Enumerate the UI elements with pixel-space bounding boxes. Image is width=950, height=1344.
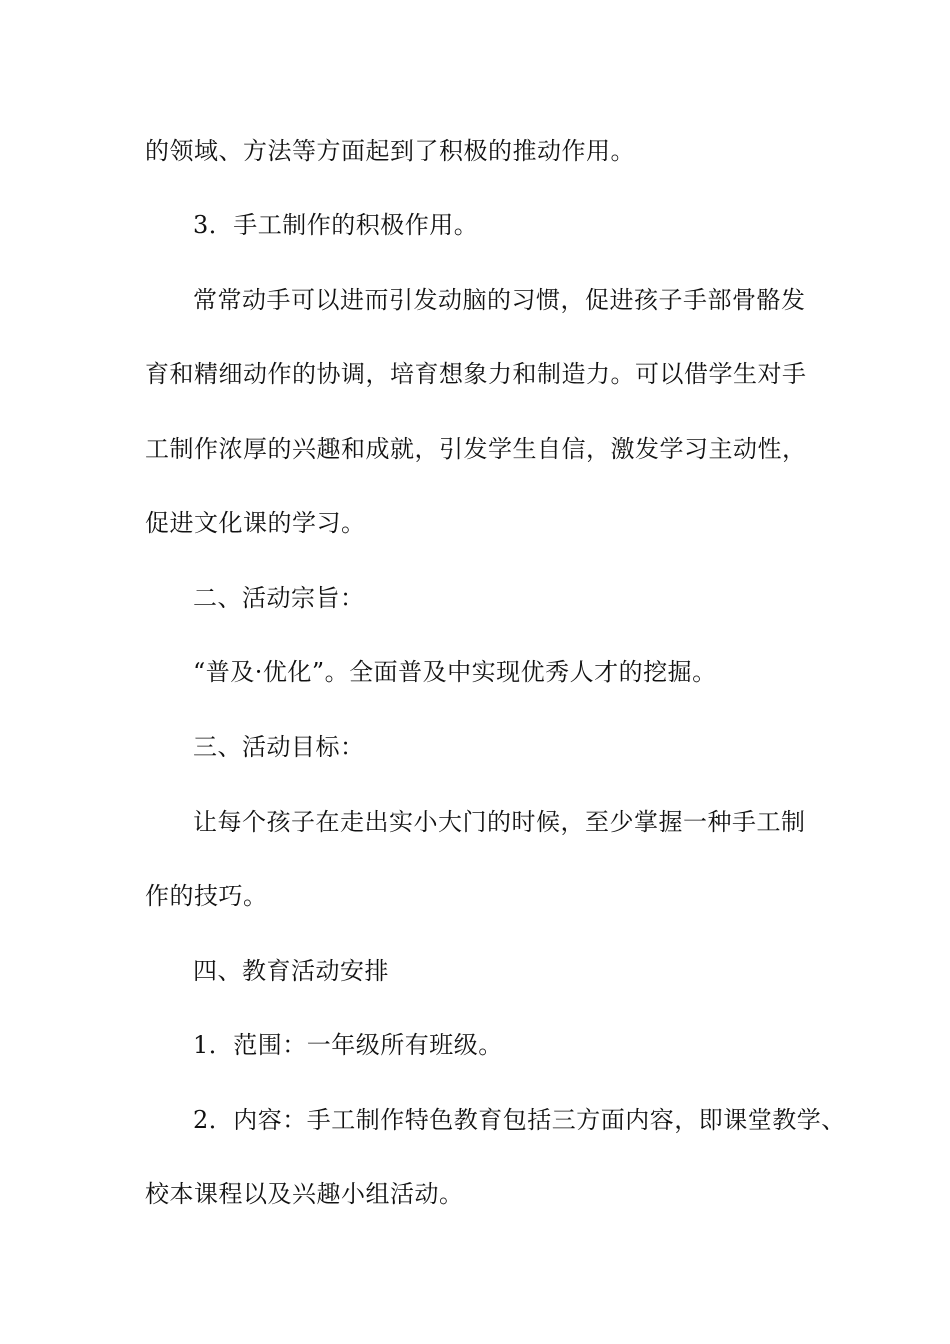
paragraph-line: 工制作浓厚的兴趣和成就，引发学生自信，激发学习主动性，	[145, 435, 807, 463]
paragraph-line: 1．范围：一年级所有班级。	[193, 1031, 503, 1059]
paragraph-line: 校本课程以及兴趣小组活动。	[145, 1180, 464, 1208]
section-heading: 二、活动宗旨：	[193, 584, 365, 612]
paragraph-line: “普及·优化”。全面普及中实现优秀人才的挖掘。	[193, 658, 717, 686]
paragraph-line: 育和精细动作的协调，培育想象力和制造力。可以借学生对手	[145, 360, 807, 388]
section-heading: 四、教育活动安排	[193, 957, 389, 985]
paragraph-line: 的领域、方法等方面起到了积极的推动作用。	[145, 137, 635, 165]
paragraph-line: 让每个孩子在走出实小大门的时候，至少掌握一种手工制	[193, 808, 806, 836]
paragraph-line: 常常动手可以进而引发动脑的习惯，促进孩子手部骨骼发	[193, 286, 806, 314]
section-heading: 三、活动目标：	[193, 733, 365, 761]
paragraph-line: 2．内容：手工制作特色教育包括三方面内容，即课堂教学、	[193, 1106, 846, 1134]
section-heading: 3．手工制作的积极作用。	[193, 211, 479, 239]
paragraph-line: 促进文化课的学习。	[145, 509, 366, 537]
paragraph-line: 作的技巧。	[145, 882, 268, 910]
